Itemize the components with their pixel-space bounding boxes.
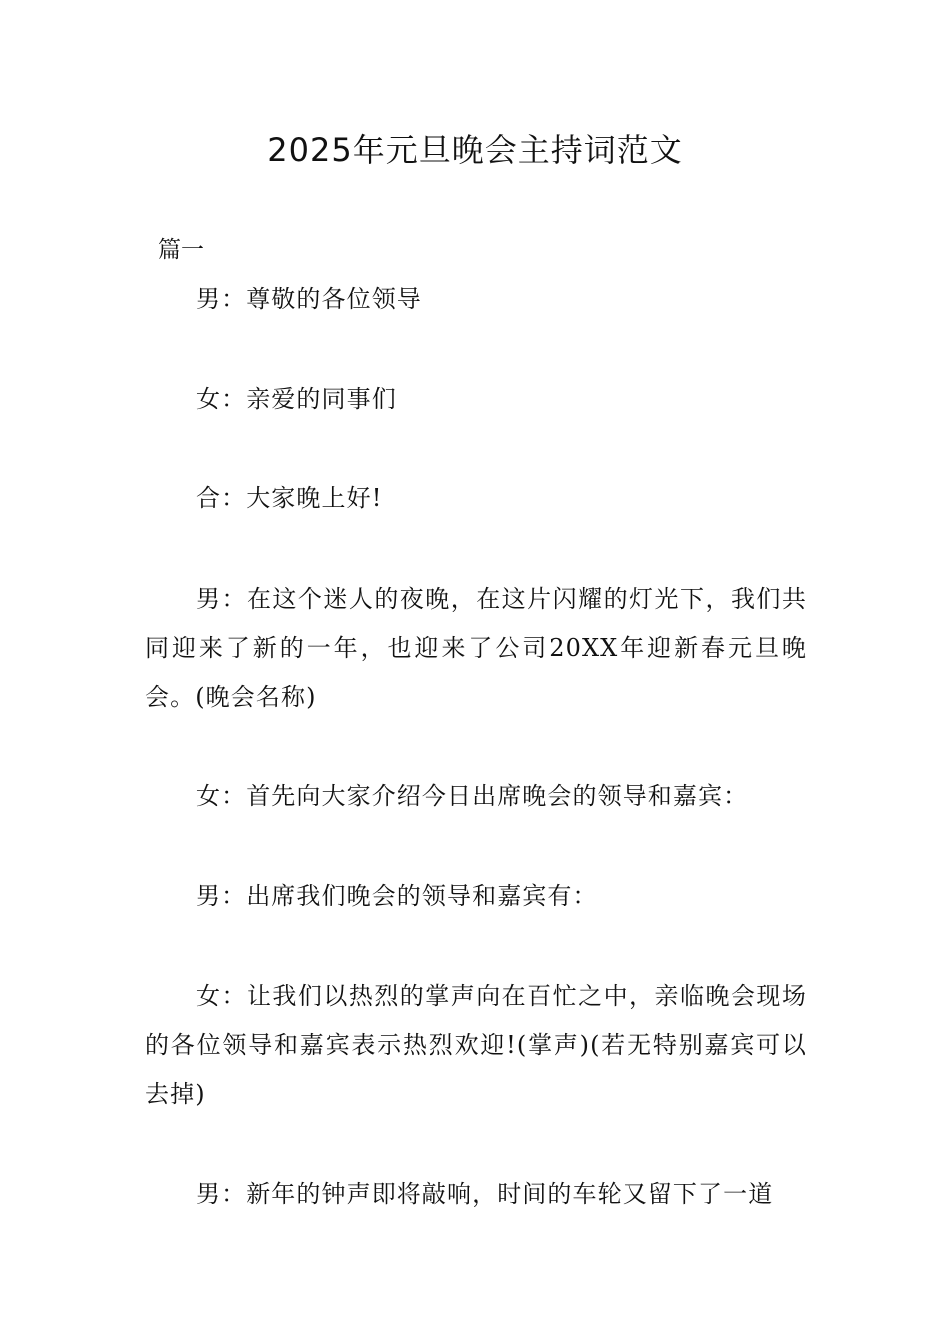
paragraph: 男：新年的钟声即将敲响，时间的车轮又留下了一道 xyxy=(196,1180,774,1208)
paragraph: 女：首先向大家介绍今日出席晚会的领导和嘉宾： xyxy=(196,782,749,810)
paragraph: 男：出席我们晚会的领导和嘉宾有： xyxy=(196,882,598,910)
paragraph: 男：尊敬的各位领导 xyxy=(196,285,422,313)
paragraph: 男：在这个迷人的夜晚，在这片闪耀的灯光下，我们共同迎来了新的一年，也迎来了公司20XX年迎新春元旦晚会。(晚会名称) xyxy=(145,585,807,711)
paragraph: 女：亲爱的同事们 xyxy=(196,385,397,413)
paragraph: 女：让我们以热烈的掌声向在百忙之中，亲临晚会现场的各位领导和嘉宾表示热烈欢迎!(掌声)(若无特别嘉宾可以去掉) xyxy=(145,982,807,1108)
document-title: 2025年元旦晚会主持词范文 xyxy=(267,131,683,169)
paragraph: 合：大家晚上好! xyxy=(196,484,383,512)
section-label: 篇一 xyxy=(158,237,204,263)
